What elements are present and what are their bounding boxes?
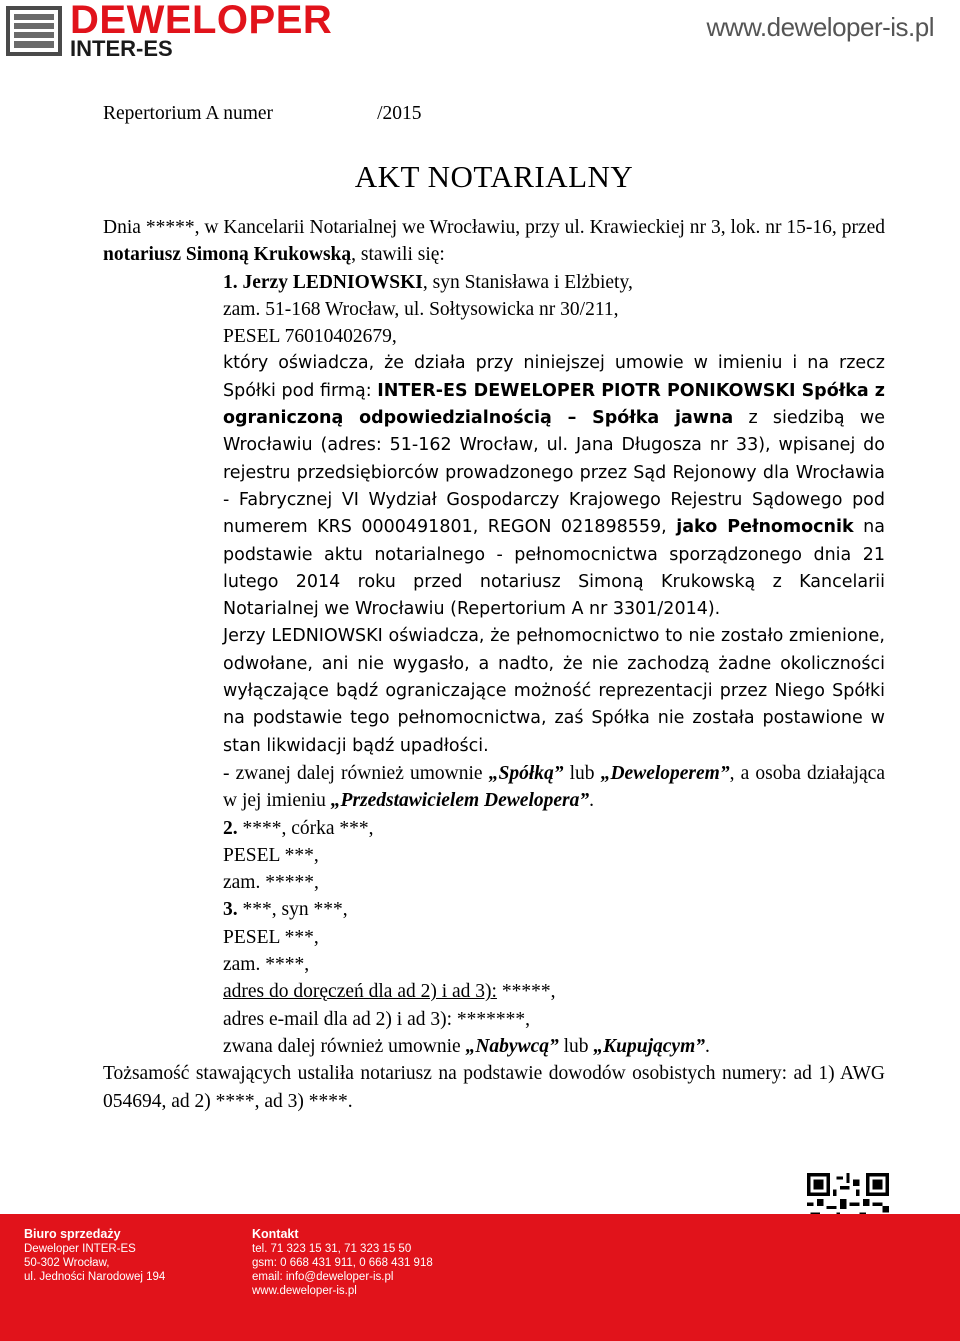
sales-office-line: Deweloper INTER-ES	[24, 1243, 136, 1255]
footer-sales-office	[24, 1227, 165, 1284]
page-header	[0, 0, 960, 70]
delivery-address	[223, 978, 885, 1005]
company-name: INTER-ES DEWELOPER PIOTR PONIKOWSKI Spółka z ograniczoną odpowiedzialnością – Spółka jawna	[223, 380, 885, 429]
contact-email[interactable]: email: info@deweloper-is.pl	[252, 1271, 394, 1283]
alias-spolka: „Spółką”	[488, 762, 564, 784]
logo-text-main: DEWELOPER	[70, 0, 333, 42]
buyer-alias	[223, 1033, 885, 1060]
alias-deweloper: „Deweloperem”	[600, 762, 730, 784]
party-1-declaration: Jerzy LEDNIOWSKI oświadcza, że pełnomocnictwo to nie zostało zmienione, odwołane, ani nie wygasło, a nadto, że nie zachodzą żadne okoliczności wyłączające bądź ograniczające możność reprezentacji przez Niego Spółki na podstawie tego pełnomocnictwa, zaś Spółka nie została postawione w stan likwidacji bądź upadłości.	[223, 626, 885, 756]
role-label: jako Pełnomocnik	[676, 517, 854, 538]
buyer-text-a: zwana dalej również umownie	[223, 1035, 466, 1057]
delivery-label: adres do doręczeń dla ad 2) i ad 3):	[223, 981, 497, 1003]
intro-end: , stawili się:	[351, 244, 445, 266]
sales-office-line: 50-302 Wrocław,	[24, 1257, 110, 1269]
sales-office-line: ul. Jedności Narodowej 194	[24, 1271, 166, 1283]
building-logo-icon	[4, 2, 64, 58]
alias-text-c: lub	[563, 762, 601, 784]
alias-text-a: - zwanej dalej również umownie	[223, 762, 489, 784]
party-1-block	[223, 269, 885, 1061]
document-title: AKT NOTARIALNY	[354, 159, 634, 194]
repertorium-line	[103, 96, 885, 132]
alias-text-g: .	[589, 790, 594, 812]
party-1-alias	[223, 760, 885, 815]
buyer-kupujacy: „Kupującym”	[593, 1035, 705, 1057]
page-footer	[0, 1214, 960, 1341]
buyer-text-c: lub	[558, 1035, 594, 1057]
party-1-pesel: PESEL 76010402679,	[223, 326, 397, 348]
logo-text-sub: INTER-ES	[70, 36, 173, 61]
contact-phone: tel. 71 323 15 31, 71 323 15 50	[252, 1243, 412, 1255]
repertorium-number: /2015	[377, 103, 422, 125]
party-2-number: 2.	[223, 817, 238, 839]
footer-contact	[252, 1227, 433, 1298]
alias-przedstawiciel: „Przedstawicielem Dewelopera”	[330, 790, 590, 812]
party-2-address: zam. *****,	[223, 872, 319, 894]
contact-heading: Kontakt	[252, 1227, 299, 1241]
delivery-value: *****,	[496, 981, 556, 1003]
contact-website[interactable]: www.deweloper-is.pl	[252, 1285, 357, 1297]
identity-paragraph: Tożsamość stawających ustaliła notariusz na podstawie dowodów osobistych numery: ad 1) AWG 054694, ad 2) ****, ad 3) ****.	[103, 1063, 885, 1112]
alias-text-e: , a osoba działająca w jej imieniu	[223, 762, 885, 812]
mandate-text-c: na podstawie aktu notarialnego - pełnomocnictwa sporządzonego dnia 21 lutego 2014 roku przed notariusz Simoną Krukowską z Kancelarii Notarialnej we Wrocławiu (Repertorium A nr 3301/2014).	[223, 517, 885, 620]
party-2-name-text: ****, córka ***,	[237, 817, 374, 839]
deed-body	[103, 96, 885, 1115]
repertorium-label: Repertorium A numer	[103, 103, 274, 125]
party-1-address: zam. 51-168 Wrocław, ul. Sołtysowicka nr 30/211,	[223, 298, 619, 320]
email-line: adres e-mail dla ad 2) i ad 3): *******,	[223, 1008, 531, 1030]
notary-name: notariusz Simoną Krukowską	[103, 244, 352, 266]
intro-paragraph	[103, 214, 885, 269]
party-2-name	[223, 815, 885, 842]
buyer-nabywca: „Nabywcą”	[465, 1035, 559, 1057]
party-3-pesel: PESEL ***,	[223, 926, 319, 948]
mandate-text-a: który oświadcza, że działa przy niniejszej umowie w imieniu i na rzecz Spółki pod firmą:	[223, 353, 885, 401]
mandate-text-b: z siedzibą we Wrocławiu (adres: 51-162 Wrocław, ul. Jana Długosza nr 33), wpisanej do rejestru przedsiębiorców prowadzonego przez Sąd Rejonowy dla Wrocławia - Fabrycznej VI Wydział Gospodarczy Krajowego Rejestru Sądowego pod numerem KRS 0000491801, REGON 021898559,	[223, 408, 885, 538]
party-3-number: 3.	[223, 899, 238, 921]
intro-text: Dnia *****, w Kancelarii Notarialnej we Wrocławiu, przy ul. Krawieckiej nr 3, lok. nr 15-16, przed	[103, 217, 885, 238]
party-3-address: zam. ****,	[223, 954, 310, 976]
party-1-name: 1. Jerzy LEDNIOWSKI	[223, 271, 423, 293]
website-link[interactable]: www.deweloper-is.pl	[706, 12, 934, 42]
party-1-mandate	[223, 350, 885, 623]
buyer-text-e: .	[705, 1035, 710, 1057]
contact-gsm: gsm: 0 668 431 911, 0 668 431 918	[252, 1257, 433, 1269]
party-3-name	[223, 896, 885, 923]
sales-office-heading: Biuro sprzedaży	[24, 1227, 121, 1241]
party-3-name-text: ***, syn ***,	[237, 899, 348, 921]
party-1-parents: , syn Stanisława i Elżbiety,	[422, 271, 633, 293]
party-2-pesel: PESEL ***,	[223, 844, 319, 866]
